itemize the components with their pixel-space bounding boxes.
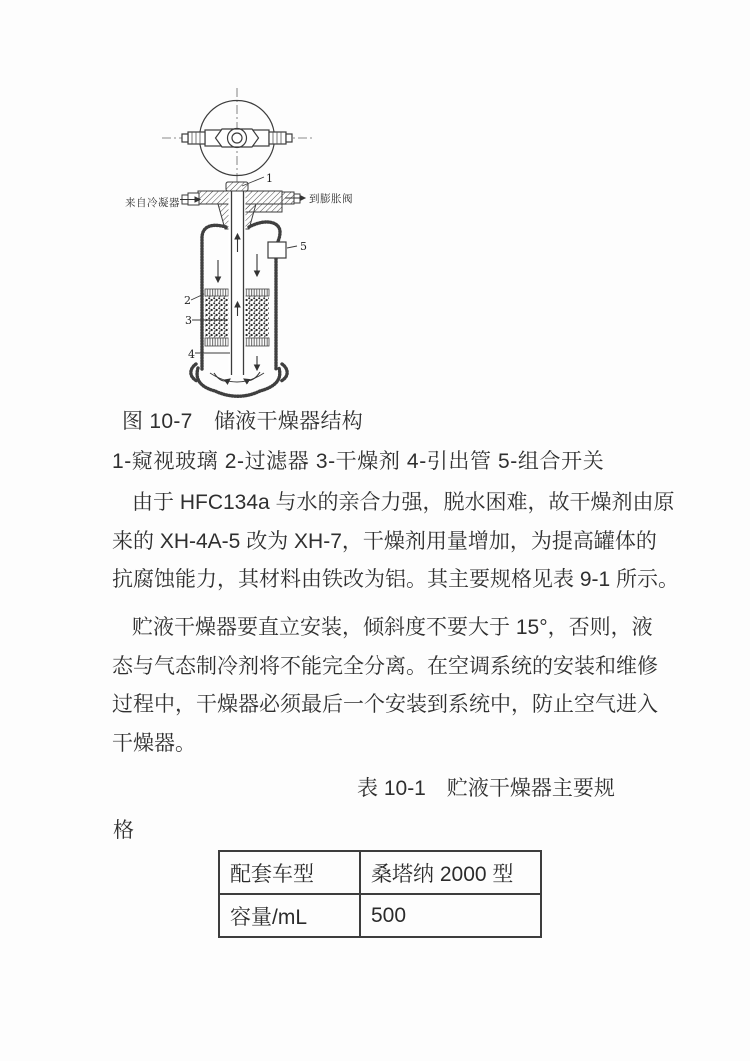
pickup-tube — [229, 191, 246, 376]
callout-3: 3 — [185, 314, 192, 327]
callout-1: 1 — [266, 172, 273, 185]
paragraph-2 — [112, 609, 658, 763]
table-cell-vehicle-label: 配套车型 — [219, 851, 360, 894]
text-line: 来的 XH-4A-5 改为 XH-7，干燥剂用量增加，为提高罐体的 — [112, 529, 657, 553]
table-cell-capacity-label: 容量/mL — [219, 894, 360, 937]
text-line: 抗腐蚀能力，其材料由铁改为铝。其主要规格见表 9-1 所示。 — [112, 568, 680, 592]
paragraph-1 — [112, 484, 679, 600]
table-caption-line1: 表 10-1 贮液干燥器主要规 — [357, 777, 615, 800]
receiver-drier-diagram — [118, 82, 378, 412]
table-cell-capacity-value: 500 — [360, 894, 541, 937]
text-line: 贮液干燥器要直立安装，倾斜度不要大于 15°，否则，液 — [132, 616, 653, 639]
table-row — [219, 894, 541, 937]
combination-switch-box — [268, 242, 286, 258]
figure-legend: 1-窥视玻璃 2-过滤器 3-干燥剂 4-引出管 5-组合开关 — [112, 450, 605, 473]
callout-4: 4 — [188, 348, 195, 361]
callout-2: 2 — [184, 294, 191, 307]
table-row — [219, 851, 541, 894]
text-line: 过程中，干燥器必须最后一个安装到系统中，防止空气进入 — [112, 693, 658, 717]
spec-table — [218, 850, 542, 938]
table-cell-vehicle-value: 桑塔纳 2000 型 — [360, 851, 541, 894]
figure-caption: 图 10-7 储液干燥器结构 — [122, 410, 364, 433]
text-line: 由于 HFC134a 与水的亲合力强，脱水困难，故干燥剂由原 — [132, 491, 675, 514]
inlet-label: 来自冷凝器 — [125, 197, 180, 209]
table-caption-line2: 格 — [113, 819, 134, 842]
text-line: 干燥器。 — [112, 731, 196, 755]
callout-5: 5 — [300, 240, 307, 253]
outlet-label: 到膨胀阀 — [309, 193, 353, 205]
text-line: 态与气态制冷剂将不能完全分离。在空调系统的安装和维修 — [112, 654, 658, 678]
